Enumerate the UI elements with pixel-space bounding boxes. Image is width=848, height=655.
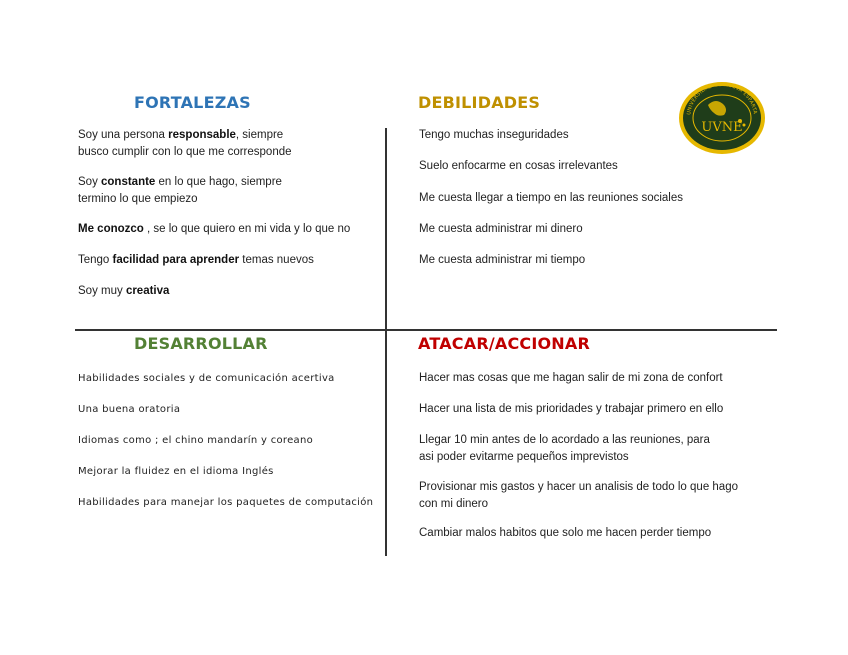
vertical-divider <box>385 128 387 556</box>
fortalezas-item <box>78 221 350 238</box>
debilidades-item-line <box>419 127 569 144</box>
text: busco cumplir con lo que me corresponde <box>78 146 292 158</box>
desarrollar-item-line <box>78 370 335 387</box>
fortalezas-item <box>78 174 282 208</box>
university-seal-icon <box>678 81 766 155</box>
bold-text: constante <box>101 176 156 188</box>
fortalezas-item <box>78 252 314 269</box>
text: Habilidades para manejar los paquetes de computación <box>78 497 374 508</box>
fortalezas-heading: FORTALEZAS <box>134 93 251 112</box>
atacar-heading: ATACAR/ACCIONAR <box>418 334 590 353</box>
fortalezas-item-line <box>78 144 292 161</box>
text: Idiomas como ; el chino mandarín y coreano <box>78 435 314 446</box>
text: Me cuesta administrar mi dinero <box>419 223 583 235</box>
atacar-item-line <box>419 525 711 542</box>
debilidades-item-line <box>419 158 618 175</box>
fortalezas-item-line <box>78 252 314 269</box>
bold-text: Me conozco <box>78 223 144 235</box>
text: Una buena oratoria <box>78 404 181 415</box>
text: Hacer una lista de mis prioridades y trabajar primero en ello <box>419 403 724 415</box>
desarrollar-heading: DESARROLLAR <box>134 334 268 353</box>
atacar-item <box>419 479 738 513</box>
text: Soy una persona <box>78 129 169 141</box>
text: asi poder evitarme pequeños imprevistos <box>419 451 629 463</box>
text: Soy muy <box>78 285 126 297</box>
atacar-item-line <box>419 479 738 496</box>
fortalezas-item <box>78 283 169 300</box>
text: Tengo <box>78 254 113 266</box>
text: con mi dinero <box>419 498 489 510</box>
fortalezas-item-line <box>78 283 169 300</box>
logo-text: UVNE <box>701 120 743 135</box>
atacar-item <box>419 525 711 542</box>
atacar-item <box>419 401 723 418</box>
debilidades-item-line <box>419 252 585 269</box>
desarrollar-item-line <box>78 401 180 418</box>
desarrollar-item <box>78 401 180 418</box>
atacar-item-line <box>419 370 723 387</box>
debilidades-item-line <box>419 190 683 207</box>
fortalezas-item <box>78 127 292 161</box>
text: Provisionar mis gastos y hacer un analisis de todo lo que hago <box>419 481 738 493</box>
bold-text: facilidad para aprender <box>112 254 240 266</box>
text: Llegar 10 min antes de lo acordado a las reuniones, para <box>419 434 710 446</box>
text: Mejorar la fluidez en el idioma Inglés <box>78 466 274 477</box>
debilidades-item <box>419 158 618 175</box>
text: Habilidades sociales y de comunicación acertiva <box>78 373 335 384</box>
desarrollar-item <box>78 432 313 449</box>
fortalezas-item-line <box>78 174 282 191</box>
desarrollar-item-line <box>78 463 274 480</box>
debilidades-item-line <box>419 221 583 238</box>
text: Tengo muchas inseguridades <box>419 129 569 141</box>
bold-text: responsable <box>168 129 236 141</box>
fortalezas-item-line <box>78 127 292 144</box>
desarrollar-item <box>78 494 373 511</box>
text: temas nuevos <box>239 254 314 266</box>
fortalezas-item-line <box>78 191 282 208</box>
text: Me cuesta administrar mi tiempo <box>419 254 586 266</box>
desarrollar-item <box>78 370 335 387</box>
horizontal-divider <box>75 329 777 331</box>
text: , siempre <box>235 129 284 141</box>
atacar-item <box>419 432 710 466</box>
atacar-item-line <box>419 401 723 418</box>
logo-ring-text: UNIVERSIDAD DE NUEVA ESPARTA <box>686 81 758 116</box>
bold-text: creativa <box>125 285 170 297</box>
atacar-item <box>419 370 723 387</box>
debilidades-item <box>419 221 583 238</box>
fortalezas-item-line <box>78 221 350 238</box>
desarrollar-item-line <box>78 432 313 449</box>
text: Suelo enfocarme en cosas irrelevantes <box>419 160 618 172</box>
debilidades-heading: DEBILIDADES <box>418 93 541 112</box>
university-logo <box>678 81 766 155</box>
desarrollar-item <box>78 463 274 480</box>
debilidades-item <box>419 252 585 269</box>
debilidades-item <box>419 190 683 207</box>
atacar-item-line <box>419 432 710 449</box>
text: Hacer mas cosas que me hagan salir de mi zona de confort <box>419 372 723 384</box>
text: Soy <box>78 176 102 188</box>
text: , se lo que quiero en mi vida y lo que no <box>143 223 351 235</box>
text: termino lo que empiezo <box>78 193 198 205</box>
text: Cambiar malos habitos que solo me hacen perder tiempo <box>419 527 712 539</box>
desarrollar-item-line <box>78 494 373 511</box>
debilidades-item <box>419 127 569 144</box>
text: Me cuesta llegar a tiempo en las reuniones sociales <box>419 192 684 204</box>
text: en lo que hago, siempre <box>155 176 282 188</box>
atacar-item-line <box>419 449 710 466</box>
atacar-item-line <box>419 496 738 513</box>
